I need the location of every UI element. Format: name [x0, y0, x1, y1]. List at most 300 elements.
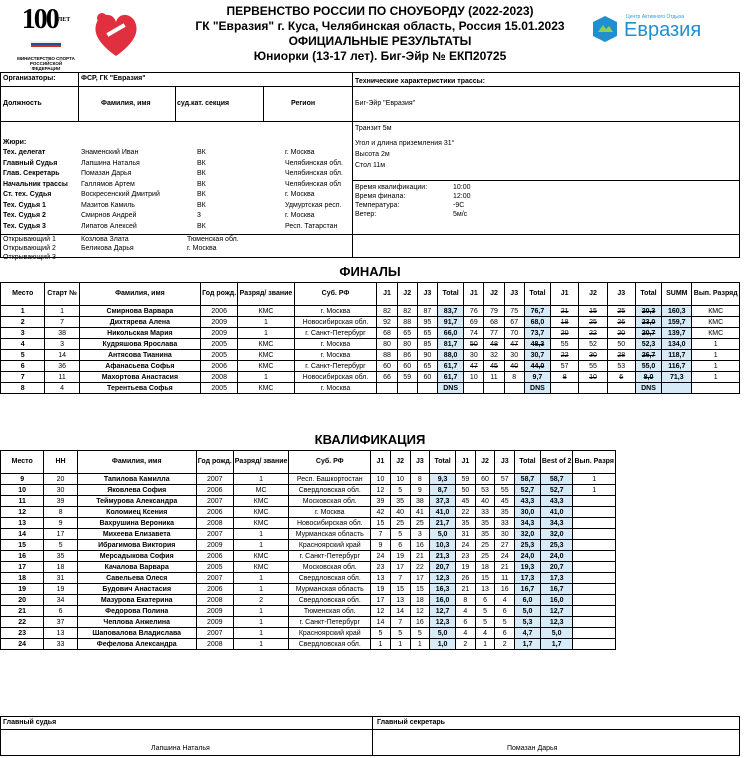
table-cell: 26,7 — [635, 350, 661, 361]
table-cell: 24,0 — [515, 551, 541, 562]
column-header: Год рожд. — [200, 283, 237, 306]
track-transit: Транзит 5м — [355, 125, 392, 132]
table-cell: Тапилова Камилла — [77, 474, 196, 485]
table-cell: 6 — [495, 628, 515, 639]
table-cell: г. Москва — [294, 350, 377, 361]
jury-region: Респ. Татарстан — [285, 222, 338, 230]
table-cell: Мурманская область — [289, 584, 371, 595]
chief-judge-name: Лапшина Наталья — [151, 745, 210, 752]
time-final-label: Время финала: — [355, 193, 406, 200]
table-cell: Шаповалова Владислава — [77, 628, 196, 639]
column-header: Место — [1, 451, 44, 474]
table-cell: 75 — [504, 306, 524, 317]
table-cell: 21 — [1, 606, 44, 617]
table-cell: 11 — [45, 372, 79, 383]
table-cell: 2006 — [200, 361, 237, 372]
table-cell: 10 — [464, 372, 484, 383]
table-cell: 8,0 — [635, 372, 661, 383]
table-cell: Красноярский край — [289, 628, 371, 639]
table-cell: 21 — [410, 551, 430, 562]
table-row — [1, 540, 616, 551]
table-cell: 21 — [455, 584, 475, 595]
heart-logo-icon — [88, 6, 144, 62]
jury-cat: ВК — [197, 191, 206, 198]
table-cell: 1 — [573, 485, 616, 496]
jury-region: г. Москва — [285, 191, 315, 198]
table-cell: 48,3 — [524, 339, 550, 350]
table-cell: КМС — [692, 306, 740, 317]
table-cell: 10 — [579, 372, 607, 383]
table-cell: 2006 — [196, 584, 233, 595]
table-cell: 58,7 — [540, 474, 573, 485]
table-cell: 20 — [44, 474, 77, 485]
table-cell: 92 — [377, 317, 397, 328]
table-cell: 7 — [45, 317, 79, 328]
table-cell: 2008 — [196, 518, 233, 529]
table-cell: 40 — [475, 496, 495, 507]
table-cell: 7 — [390, 617, 410, 628]
table-cell: 30 — [495, 529, 515, 540]
jury-pos: Начальник трассы — [3, 180, 68, 188]
column-header: J1 — [551, 283, 579, 306]
table-cell: 25 — [579, 317, 607, 328]
column-header: Суб. РФ — [289, 451, 371, 474]
col-region-header: Регион — [291, 100, 316, 107]
jury-region: г. Москва — [285, 149, 315, 156]
table-cell: г. Санкт-Петербург — [294, 328, 377, 339]
ministry-caption: МИНИСТЕРСТВО СПОРТА РОССИЙСКОЙ ФЕДЕРАЦИИ — [17, 56, 75, 71]
table-cell: DNS — [635, 383, 661, 394]
table-row — [1, 584, 616, 595]
table-cell: 4 — [45, 383, 79, 394]
table-cell: 6 — [390, 540, 410, 551]
table-cell: 60 — [475, 474, 495, 485]
table-cell: 45 — [495, 496, 515, 507]
table-cell: 12,7 — [430, 606, 456, 617]
table-cell — [573, 617, 616, 628]
table-cell: 8 — [455, 595, 475, 606]
col-position-header: Должность — [3, 100, 42, 107]
table-cell: 82 — [377, 306, 397, 317]
table-cell: 9,3 — [430, 474, 456, 485]
table-cell: 21,3 — [430, 551, 456, 562]
table-cell: КМС — [238, 383, 294, 394]
chief-secretary-label: Главный секретарь — [377, 719, 445, 726]
table-cell: Федорова Полина — [77, 606, 196, 617]
ministry-logo — [16, 4, 76, 71]
table-cell: КМС — [238, 339, 294, 350]
table-cell: 12 — [410, 606, 430, 617]
table-cell: 16,3 — [430, 584, 456, 595]
table-cell: Афанасьева Софья — [79, 361, 200, 372]
table-cell: 91,7 — [437, 317, 463, 328]
table-row — [1, 529, 616, 540]
column-header: Год рожд. — [196, 451, 233, 474]
table-cell: 88,0 — [437, 350, 463, 361]
table-cell: 34,3 — [515, 518, 541, 529]
table-cell: 13 — [371, 573, 391, 584]
table-cell: 8 — [551, 372, 579, 383]
table-cell: 30 — [504, 350, 524, 361]
jury-pos: Главный Судья — [3, 159, 58, 167]
jury-label: Жюри: — [3, 139, 27, 146]
table-cell: 76,7 — [524, 306, 550, 317]
table-cell: 88 — [377, 350, 397, 361]
table-cell: 15 — [410, 584, 430, 595]
table-cell: 5 — [410, 628, 430, 639]
table-cell: 87 — [417, 306, 437, 317]
track-angle: Угол и длина приземления 31° — [355, 140, 455, 147]
table-cell: Чеплова Анжелина — [77, 617, 196, 628]
table-cell: 11 — [484, 372, 504, 383]
table-cell: 20,7 — [540, 562, 573, 573]
table-cell: г. Москва — [294, 339, 377, 350]
column-header: Место — [1, 283, 45, 306]
table-row — [1, 518, 616, 529]
table-row — [1, 595, 616, 606]
table-cell: DNS — [437, 383, 463, 394]
table-cell: 59 — [455, 474, 475, 485]
table-cell: 1 — [233, 540, 289, 551]
table-cell: 9 — [1, 474, 44, 485]
table-cell: 4 — [495, 595, 515, 606]
table-cell — [484, 383, 504, 394]
table-cell: 57 — [495, 474, 515, 485]
qual-table — [0, 450, 616, 650]
table-cell — [573, 551, 616, 562]
table-cell: 58,7 — [515, 474, 541, 485]
table-cell: 2005 — [200, 383, 237, 394]
table-cell: Свердловская обл. — [289, 485, 371, 496]
tricolor-icon — [31, 41, 61, 47]
tech-title: Технические характеристики трассы: — [355, 78, 485, 85]
table-cell: 24 — [1, 639, 44, 650]
jury-pos: Тех. Судья 1 — [3, 201, 46, 209]
table-cell: 50 — [607, 339, 635, 350]
table-cell: 24 — [495, 551, 515, 562]
logo-let-text: ЛЕТ — [57, 17, 71, 23]
table-cell: 18 — [44, 562, 77, 573]
table-cell: 40 — [390, 507, 410, 518]
table-cell: 27 — [495, 540, 515, 551]
table-cell: 12,3 — [430, 573, 456, 584]
table-cell: 1 — [238, 317, 294, 328]
table-cell: 1 — [233, 639, 289, 650]
table-cell: 1 — [238, 372, 294, 383]
table-cell: Кудряшова Ярослава — [79, 339, 200, 350]
table-cell: 1 — [233, 474, 289, 485]
table-cell: 1 — [233, 606, 289, 617]
table-cell: Смирнова Варвара — [79, 306, 200, 317]
column-header: J2 — [484, 283, 504, 306]
column-header: Total — [430, 451, 456, 474]
table-cell: 25,3 — [540, 540, 573, 551]
table-cell: 25 — [607, 306, 635, 317]
opener-position: Открывающий 2 — [3, 245, 56, 252]
organizers-value: ФСР, ГК "Евразия" — [81, 75, 146, 82]
column-header: Разряд/ звание — [238, 283, 294, 306]
table-cell: 19 — [44, 584, 77, 595]
table-cell: 3 — [45, 339, 79, 350]
table-cell: 17 — [390, 562, 410, 573]
table-cell — [573, 507, 616, 518]
table-cell: 11 — [1, 496, 44, 507]
table-cell: 2006 — [196, 485, 233, 496]
table-cell: 23 — [1, 628, 44, 639]
organizers-label: Организаторы: — [3, 75, 56, 82]
col-name-header: Фамилия, имя — [101, 100, 151, 107]
table-cell: 19,3 — [515, 562, 541, 573]
chief-judge-cell — [1, 717, 373, 755]
table-cell — [573, 639, 616, 650]
table-cell: 20 — [551, 328, 579, 339]
table-cell: 10 — [371, 474, 391, 485]
table-cell: 31 — [44, 573, 77, 584]
table-row — [1, 328, 740, 339]
table-cell: 2006 — [196, 507, 233, 518]
table-cell: 1,7 — [540, 639, 573, 650]
table-row — [1, 606, 616, 617]
table-cell: 1 — [1, 306, 45, 317]
table-cell — [573, 573, 616, 584]
chief-judge-label: Главный судья — [3, 719, 57, 726]
table-cell: 30 — [579, 350, 607, 361]
table-cell: КМС — [233, 562, 289, 573]
table-cell: Свердловская обл. — [289, 595, 371, 606]
table-cell: 41,0 — [540, 507, 573, 518]
table-cell: 52 — [579, 339, 607, 350]
table-cell: 8 — [1, 383, 45, 394]
table-row — [1, 317, 740, 328]
track-height: Высота 2м — [355, 151, 390, 158]
table-cell: 80 — [377, 339, 397, 350]
column-header: Фамилия, имя — [77, 451, 196, 474]
jury-region: г. Москва — [285, 212, 315, 219]
table-cell: 10,3 — [430, 540, 456, 551]
table-cell: 23,0 — [635, 317, 661, 328]
table-cell: г. Санкт-Петербург — [289, 617, 371, 628]
temp-label: Температура: — [355, 202, 400, 209]
table-cell: КМС — [233, 507, 289, 518]
table-cell: 2009 — [196, 617, 233, 628]
table-cell: 50 — [455, 485, 475, 496]
table-cell: 17 — [410, 573, 430, 584]
table-cell: 7 — [1, 372, 45, 383]
table-cell: 43,3 — [540, 496, 573, 507]
column-header: НН — [44, 451, 77, 474]
officials-panel — [1, 73, 353, 261]
jury-name: Знаменский Иван — [81, 149, 139, 156]
jury-name: Липатов Алексей — [81, 222, 137, 230]
table-cell: 16,7 — [540, 584, 573, 595]
table-cell: 6 — [475, 595, 495, 606]
table-cell — [551, 383, 579, 394]
wind-value: 5м/с — [453, 211, 468, 218]
table-cell: Коломиец Ксения — [77, 507, 196, 518]
table-cell: Терентьева Софья — [79, 383, 200, 394]
track-table: Стол 11м — [355, 162, 386, 169]
table-cell: 139,7 — [662, 328, 692, 339]
table-cell: Красноярский край — [289, 540, 371, 551]
column-header: J3 — [504, 283, 524, 306]
table-cell — [464, 383, 484, 394]
jury-name: Мазитов Камиль — [81, 201, 135, 209]
table-cell: 45 — [484, 361, 504, 372]
table-cell: 19 — [455, 562, 475, 573]
table-cell: Качалова Варвара — [77, 562, 196, 573]
table-cell: 38 — [45, 328, 79, 339]
table-cell — [573, 584, 616, 595]
table-cell: Ибрагимова Виктория — [77, 540, 196, 551]
table-cell: 16 — [410, 540, 430, 551]
table-cell: 37,3 — [430, 496, 456, 507]
table-cell: 50 — [464, 339, 484, 350]
jury-region: Челябинская обл. — [285, 159, 343, 167]
table-cell: Михеева Елизавета — [77, 529, 196, 540]
table-cell: 13 — [475, 584, 495, 595]
table-cell: 19 — [390, 551, 410, 562]
column-header: Вып. Разря — [573, 451, 616, 474]
table-cell: 18 — [1, 573, 44, 584]
table-cell — [573, 606, 616, 617]
table-row — [1, 474, 616, 485]
table-cell: 2009 — [200, 317, 237, 328]
table-cell: 15 — [371, 518, 391, 529]
column-header: Total — [437, 283, 463, 306]
table-cell: 85 — [417, 339, 437, 350]
table-cell: DNS — [524, 383, 550, 394]
table-cell: 15 — [390, 584, 410, 595]
table-cell: 6 — [607, 372, 635, 383]
table-cell: 82 — [397, 306, 417, 317]
snowboard-federation-logo — [88, 6, 144, 62]
signature-footer — [0, 716, 740, 756]
table-cell: 88 — [397, 317, 417, 328]
track-name: Биг-Эйр "Евразия" — [355, 100, 416, 107]
table-cell: 81,7 — [437, 339, 463, 350]
table-cell: 33 — [44, 639, 77, 650]
table-cell: 26 — [607, 317, 635, 328]
column-header: J2 — [397, 283, 417, 306]
jury-name: Лапшина Наталья — [81, 159, 140, 167]
title-line-1: ПЕРВЕНСТВО РОССИИ ПО СНОУБОРДУ (2022-2023) — [226, 4, 534, 18]
table-cell: 21 — [551, 306, 579, 317]
table-cell: 5,0 — [430, 529, 456, 540]
table-cell: 3 — [410, 529, 430, 540]
table-row — [1, 485, 616, 496]
table-cell: КМС — [692, 328, 740, 339]
table-cell: 30 — [464, 350, 484, 361]
column-header: Total — [515, 451, 541, 474]
table-row — [1, 306, 740, 317]
table-cell: 80 — [397, 339, 417, 350]
table-cell: 66 — [377, 372, 397, 383]
table-cell: 25 — [410, 518, 430, 529]
table-cell: 47 — [464, 361, 484, 372]
table-cell: Новосибирская обл. — [289, 518, 371, 529]
logo-100-text: 100 — [21, 4, 58, 35]
table-cell: 55,0 — [635, 361, 661, 372]
table-cell: 55 — [579, 361, 607, 372]
table-cell: 25 — [475, 540, 495, 551]
table-cell: 4 — [455, 606, 475, 617]
table-cell: 45 — [455, 496, 475, 507]
column-header: J2 — [579, 283, 607, 306]
table-cell: 10 — [1, 485, 44, 496]
column-header: Best of 2 — [540, 451, 573, 474]
table-cell: 31 — [455, 529, 475, 540]
eurasia-subtitle: Центр Активного Отдыха — [626, 14, 685, 20]
finals-title: ФИНАЛЫ — [339, 264, 401, 279]
table-cell — [573, 529, 616, 540]
column-header: Старт № — [45, 283, 79, 306]
table-cell: 5 — [371, 628, 391, 639]
table-cell: 2 — [1, 317, 45, 328]
table-cell: 35 — [475, 529, 495, 540]
jury-pos: Тех. Судья 2 — [3, 212, 46, 219]
table-cell: КМС — [238, 361, 294, 372]
table-cell: 159,7 — [662, 317, 692, 328]
table-cell: 7 — [371, 529, 391, 540]
table-cell: 3 — [1, 328, 45, 339]
table-cell: 2007 — [196, 496, 233, 507]
column-header: J1 — [455, 451, 475, 474]
table-cell: г. Санкт-Петербург — [289, 551, 371, 562]
header — [0, 0, 750, 72]
table-cell: 33 — [495, 518, 515, 529]
jury-name: Воскресенский Дмитрий — [81, 191, 160, 198]
table-cell: 1,0 — [430, 639, 456, 650]
table-cell: 12,3 — [540, 617, 573, 628]
table-cell: 35 — [475, 518, 495, 529]
table-row — [1, 361, 740, 372]
table-cell: 5 — [390, 529, 410, 540]
table-cell: 12,7 — [540, 606, 573, 617]
table-cell: 17 — [1, 562, 44, 573]
table-row — [1, 507, 616, 518]
table-cell: 5 — [475, 617, 495, 628]
table-cell: 15 — [475, 573, 495, 584]
table-cell: Мазурова Екатерина — [77, 595, 196, 606]
table-cell: 4 — [455, 628, 475, 639]
table-cell: 32 — [484, 350, 504, 361]
table-cell: 13 — [390, 595, 410, 606]
table-cell: 52,7 — [515, 485, 541, 496]
table-cell: 2006 — [196, 551, 233, 562]
table-cell: 1 — [233, 529, 289, 540]
table-cell: 2006 — [200, 306, 237, 317]
table-cell: 5 — [44, 540, 77, 551]
table-cell: 32,0 — [515, 529, 541, 540]
table-cell: 42 — [371, 507, 391, 518]
table-cell: 11 — [495, 573, 515, 584]
jury-region: Челябинская обл. — [285, 170, 343, 177]
table-cell: 16,0 — [540, 595, 573, 606]
table-cell: 41,0 — [430, 507, 456, 518]
table-cell — [573, 496, 616, 507]
table-cell: 9,7 — [524, 372, 550, 383]
info-block — [0, 72, 740, 261]
opener-name: Козлова Злата — [81, 236, 129, 243]
title-line-3: ОФИЦИАЛЬНЫЕ РЕЗУЛЬТАТЫ — [288, 34, 472, 48]
table-cell: 16,7 — [515, 584, 541, 595]
table-cell: 38 — [410, 496, 430, 507]
table-cell: 35 — [455, 518, 475, 529]
col-category-header: суд.кат. секция — [177, 100, 230, 107]
table-cell: 17,3 — [540, 573, 573, 584]
opener-position: Открывающий 3 — [3, 254, 56, 261]
table-cell: 2005 — [200, 339, 237, 350]
